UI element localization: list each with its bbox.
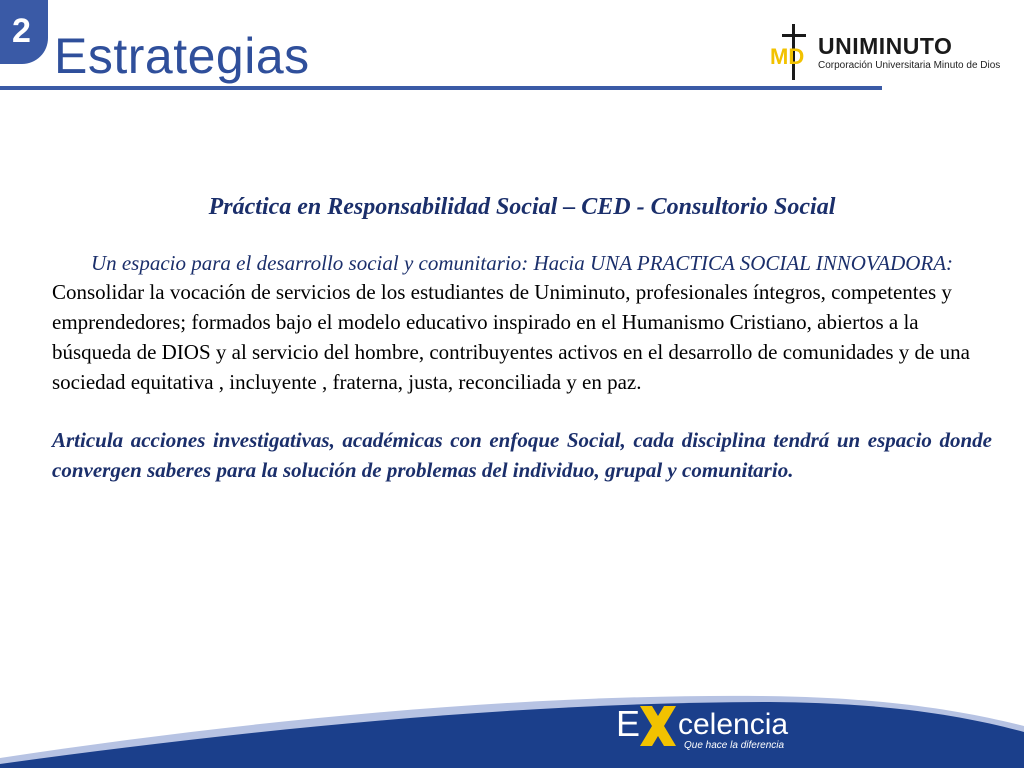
md-mark-text: MD <box>770 44 805 69</box>
excelencia-e: E <box>616 703 641 744</box>
paragraph-articula: Articula acciones investigativas, académicas con enfoque Social, cada disciplina tendrá un espacio donde convergen saberes para la solución de problemas del individuo, grupal y comunitario. <box>52 428 992 482</box>
uniminuto-logo <box>768 22 1001 82</box>
x-mark-icon <box>636 702 680 750</box>
paragraph-mission: Consolidar la vocación de servicios de los estudiantes de Uniminuto, profesionales íntegros, competentes y emprendedores; formados bajo el modelo educativo inspirado en el Humanismo Cristiano, abiertos a la búsqueda de DIOS y al servicio del hombre, contribuyentes activos en el desarrollo de comunidades y de una sociedad equitativa , incluyente , fraterna, justa, reconciliada y en paz. <box>52 280 970 394</box>
excelencia-tagline: Que hace la diferencia <box>684 740 785 751</box>
content-subtitle: Un espacio para el desarrollo social y comunitario: Hacia UNA PRACTICA SOCIAL INNOVADORA: <box>90 251 954 275</box>
excelencia-word: celencia <box>678 708 789 741</box>
section-number: 2 <box>12 12 31 50</box>
main-content <box>52 192 992 485</box>
content-title: Práctica en Responsabilidad Social – CED - Consultorio Social <box>208 194 836 220</box>
md-cross-icon <box>768 22 814 82</box>
logo-subtitle: Corporación Universitaria Minuto de Dios <box>818 60 1001 71</box>
logo-brand: UNIMINUTO <box>818 33 953 59</box>
footer-swoosh <box>0 680 1024 768</box>
section-number-badge <box>0 0 48 64</box>
excelencia-logo <box>616 702 789 762</box>
header-divider <box>0 86 882 90</box>
page-title: Estrategias <box>54 28 310 84</box>
